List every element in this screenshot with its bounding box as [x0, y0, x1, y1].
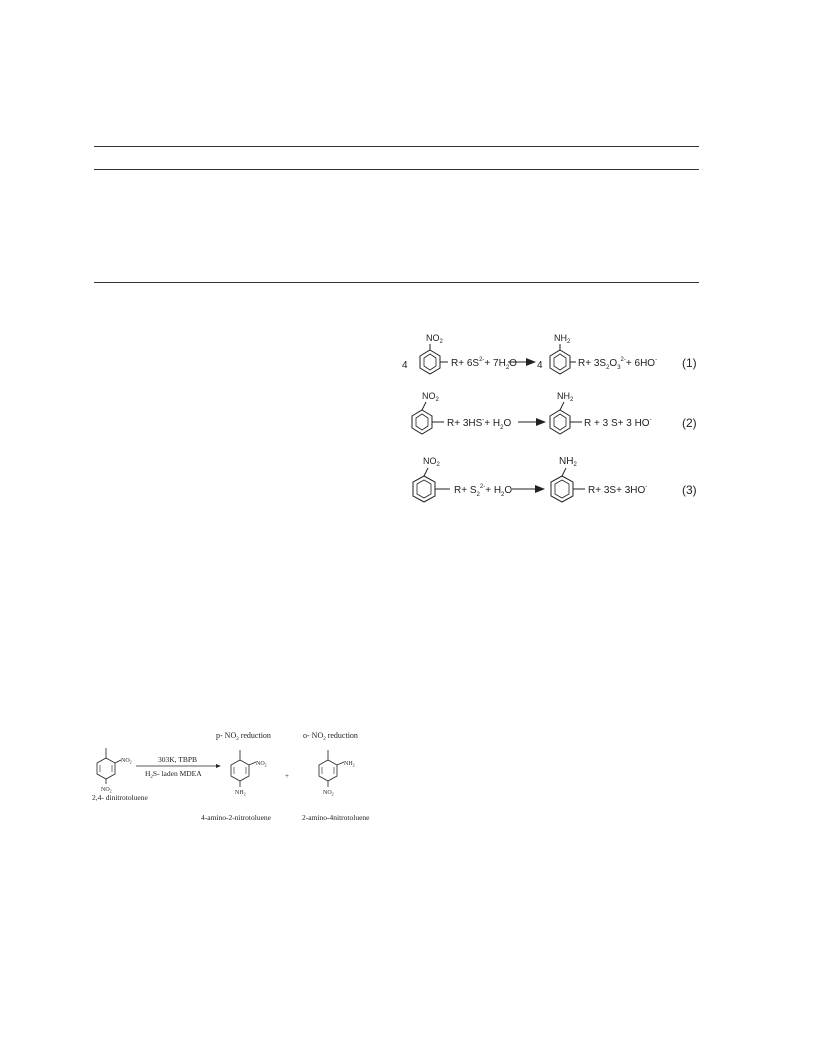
o-reduction-label-sub: 2 [323, 737, 326, 742]
reaction-1-lhs-2-sub: 2 [505, 365, 510, 371]
reactant-name: 2,4- dinitrotoluene [92, 793, 148, 802]
reaction-3-product-group-sub: 2 [573, 462, 577, 468]
reaction-3-rhs-1: R+ 3S+ 3HO [588, 485, 646, 496]
o-reduction-label-rest: reduction [325, 731, 358, 740]
reaction-1-rhs-2-sup: 2- [620, 357, 626, 363]
product-1-group-b-sub: 2 [243, 791, 246, 797]
reaction-2-lhs-2-sub: 2 [500, 425, 504, 431]
reaction-3-lhs-2-sub: 2 [501, 492, 505, 498]
svg-text:NO2 [256, 761, 267, 768]
reaction-2-lhs-1: R+ 3HS [447, 418, 483, 429]
reaction-3-lhs-2: + H [485, 485, 502, 496]
table-bottom-rule [94, 282, 699, 283]
reaction-1-reactant-ring-icon [420, 344, 448, 374]
svg-text:NH2 [554, 333, 571, 345]
reaction-3-number: (3) [682, 483, 697, 497]
reaction-3-lhs-1-sub: 2 [476, 492, 480, 498]
reaction-2-lhs-1-sup: - [482, 417, 485, 423]
product-2-structure-icon [319, 750, 344, 787]
reaction-2-product-group-sub: 2 [570, 397, 574, 403]
conditions-bottom-2: S- laden MDEA [152, 769, 202, 778]
reaction-1-coef: 4 [402, 360, 408, 371]
svg-text:R+ 3S2O32-+ 6HO- [578, 357, 657, 371]
reaction-2-lhs-2: + H [484, 418, 501, 429]
reaction-3-product-ring-icon [551, 468, 585, 502]
svg-text:R+ S22-+ H2O [454, 484, 512, 498]
product-1-structure-icon [231, 750, 256, 787]
reaction-1-reactant-group: NO [426, 333, 440, 343]
reaction-3-reactant-ring-icon [413, 468, 450, 502]
svg-text:R+ 6S2-+ 7H2O [451, 357, 517, 371]
reaction-1-rhs-3: + 6HO [625, 358, 656, 369]
reaction-3-lhs-1: R+ S [454, 485, 477, 496]
product-2-group-b: NO [323, 790, 332, 796]
svg-text:NH2 [557, 391, 574, 403]
reaction-2-number: (2) [682, 416, 697, 430]
table-header-rule [94, 169, 699, 170]
reaction-3 [413, 456, 697, 502]
reaction-1-lhs-3: O [509, 358, 517, 369]
product-1-group-b: NH [235, 790, 244, 796]
reaction-1-lhs-1: R+ 6S [451, 358, 480, 369]
product-2-group-b-sub: 2 [331, 791, 334, 797]
scheme-plus: + [285, 772, 289, 780]
product-2-group-a: NH [344, 761, 353, 767]
reaction-3-lhs-3: O [504, 485, 513, 496]
reaction-3-reactant-group-sub: 2 [436, 462, 440, 468]
svg-text:NO2 [422, 391, 440, 403]
reaction-2-product-ring-icon [550, 402, 582, 434]
reaction-1-number: (1) [682, 356, 697, 370]
reaction-1-rhs-1: R+ 3S [578, 358, 607, 369]
svg-text:NO2 [423, 456, 441, 468]
reaction-3-reactant-group: NO [423, 456, 437, 466]
reaction-1 [402, 333, 697, 374]
reaction-1-reactant-group-sub: 2 [439, 339, 443, 345]
svg-text:p- NO2 reduction [216, 731, 271, 742]
reaction-2-reactant-group-sub: 2 [435, 397, 439, 403]
reaction-3-product-group: NH [559, 456, 574, 467]
reactant-group-b: NO [101, 787, 110, 793]
reactant-group-a: NO [121, 758, 130, 764]
reaction-2-rhs-1-sup: - [649, 417, 652, 423]
reaction-1-product-group: NH [554, 333, 567, 343]
reaction-2-product-group: NH [557, 391, 570, 401]
svg-text:R+ 3S+ 3HO- [588, 484, 647, 496]
product-1-group-a-sub: 2 [264, 762, 267, 768]
reaction-3-lhs-1-sup: 2- [479, 484, 486, 490]
svg-text:NH2 [559, 456, 577, 468]
svg-text:NH2 [344, 761, 355, 768]
product-1-group-a: NO [256, 761, 265, 767]
product-2-name: 2-amino-4nitrotoluene [302, 813, 370, 822]
svg-text:NO2 [426, 333, 444, 345]
reaction-2 [412, 391, 697, 434]
reaction-2-reactant-ring-icon [412, 402, 444, 434]
reaction-1-product-coef: 4 [537, 360, 543, 371]
reaction-1-rhs-1-sub: 2 [606, 365, 610, 371]
svg-text:NH2 [235, 790, 246, 797]
svg-text:o- NO2 reduction [303, 731, 358, 742]
reduction-scheme [88, 726, 388, 830]
product-1-name: 4-amino-2-nitrotoluene [201, 813, 271, 822]
o-reduction-label: o- NO [303, 731, 324, 740]
reaction-1-rhs-3-sup: - [655, 357, 658, 363]
reaction-2-rhs-1: R + 3 S+ 3 HO [584, 418, 650, 429]
svg-text:R+ 3HS-+ H2O [447, 417, 511, 431]
reactant-group-b-sub: 2 [109, 788, 112, 794]
reaction-equations [400, 330, 710, 530]
svg-text:R + 3 S+ 3 HO- [584, 417, 652, 429]
svg-text:H2S- laden MDEA [145, 769, 202, 780]
conditions-top: 303K, TBPB [158, 755, 198, 764]
product-2-group-a-sub: 2 [352, 762, 355, 768]
reactant-group-a-sub: 2 [129, 759, 132, 765]
reaction-1-product-group-sub: 2 [567, 339, 571, 345]
svg-text:NO2 [121, 758, 132, 765]
dinitrotoluene-structure-icon [97, 748, 121, 784]
reaction-2-lhs-3: O [503, 418, 512, 429]
reaction-1-rhs-2: O [609, 358, 618, 369]
reaction-1-product-ring-icon [550, 344, 576, 374]
reaction-1-lhs-1-sup: 2- [479, 357, 485, 363]
table-top-rule [94, 146, 699, 147]
p-reduction-label: p- NO [216, 731, 237, 740]
reaction-2-reactant-group: NO [422, 391, 436, 401]
p-reduction-label-sub: 2 [236, 737, 239, 742]
conditions-bottom-sub: 2 [150, 775, 153, 780]
p-reduction-label-rest: reduction [238, 731, 271, 740]
reaction-1-rhs-2-sub: 3 [617, 365, 621, 371]
svg-text:NO2 [323, 790, 334, 797]
reaction-3-rhs-1-sup: - [645, 484, 648, 490]
conditions-bottom-1: H [145, 769, 151, 778]
reaction-1-lhs-2: + 7H [484, 358, 506, 369]
